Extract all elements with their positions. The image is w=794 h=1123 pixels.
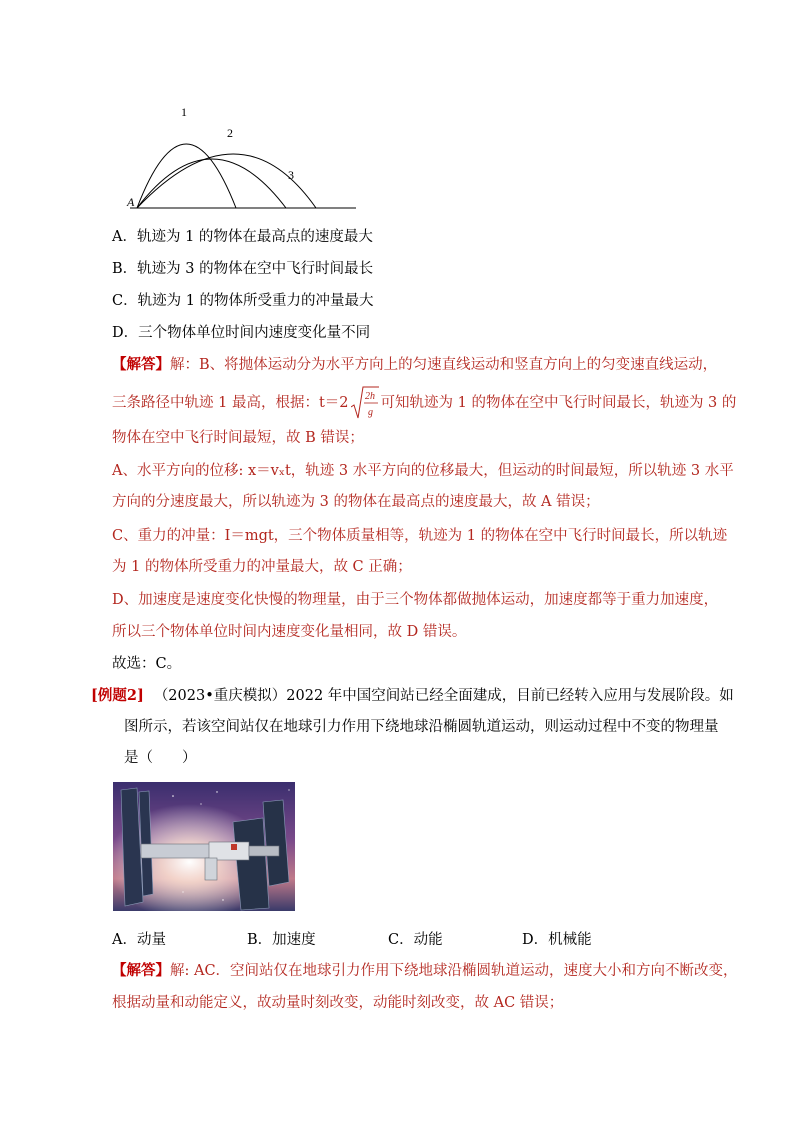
answer-text-2a: 三条路径中轨迹 1 最高，根据：t＝2 [112,395,349,411]
answer-line-7: 为 1 的物体所受重力的冲量最大，故 C 正确； [112,559,412,575]
option2-c: C．动能 [388,932,443,948]
example2-line-1 [91,686,734,706]
trajectory-1 [137,144,236,208]
example2-line-3: 是（ ） [124,750,197,766]
answer-text-2b: 可知轨迹为 1 的物体在空中飞行时间最长，轨迹为 3 的 [380,395,737,411]
example2-text-1: （2023•重庆模拟）2022 年中国空间站已经全面建成，目前已经转入应用与发展阶段。如 [153,688,734,704]
answer-line-6: C、重力的冲量：I＝mgt，三个物体质量相等，轨迹为 1 的物体在空中飞行时间最长，所以轨迹 [112,528,728,544]
answer-text-1: 解：B、将抛体运动分为水平方向上的匀速直线运动和竖直方向上的匀变速直线运动， [170,357,718,373]
frac-den: g [367,407,373,418]
option2-a: A．动量 [112,932,166,948]
trajectory-figure [120,100,360,212]
answer2-line-1 [112,961,738,981]
label-a: A [127,195,135,209]
option-c: C．轨迹为 1 的物体所受重力的冲量最大 [112,293,374,309]
answer2-text-1: 解: AC．空间站仅在地球引力作用下绕地球沿椭圆轨道运动，速度大小和方向不断改变， [170,963,738,979]
label-1: 1 [181,105,187,119]
label-3: 3 [288,168,294,182]
answer2-tag: 【解答】 [112,962,170,979]
option-b: B．轨迹为 3 的物体在空中飞行时间最长 [112,261,374,277]
space-station-photo [113,782,295,911]
answer-line-5: 方向的分速度最大，所以轨迹为 3 的物体在最高点的速度最大，故 A 错误； [112,494,600,510]
example-tag: [例题2] [91,687,144,704]
frac-num: 2h [364,391,375,402]
trajectory-2 [137,159,286,208]
answer-line-3: 物体在空中飞行时间最短，故 B 错误； [112,430,364,446]
answer-line-4: A、水平方向的位移: x＝vₓt，轨迹 3 水平方向的位移最大，但运动的时间最短，所以轨迹 3 水平 [112,463,734,479]
option2-b: B．加速度 [247,932,316,948]
answer-line-2 [112,385,736,421]
sqrt-formula [351,385,379,421]
answer-line-8: D、加速度是速度变化快慢的物理量，由于三个物体都做抛体运动，加速度都等于重力加速度， [112,592,719,608]
option-a: A．轨迹为 1 的物体在最高点的速度最大 [112,229,373,245]
option-d: D．三个物体单位时间内速度变化量不同 [112,325,371,341]
example2-line-2: 图所示，若该空间站仅在地球引力作用下绕地球沿椭圆轨道运动，则运动过程中不变的物理量 [124,719,719,735]
answer2-line-2: 根据动量和动能定义，故动量时刻改变，动能时刻改变，故 AC 错误； [112,995,564,1011]
answer-line-9: 所以三个物体单位时间内速度变化量相同，故 D 错误。 [112,624,467,640]
answer-tag: 【解答】 [112,356,170,373]
label-2: 2 [227,126,233,140]
answer-line-1 [112,355,717,375]
option2-d: D．机械能 [522,932,592,948]
answer-line-10: 故选：C。 [112,656,182,672]
